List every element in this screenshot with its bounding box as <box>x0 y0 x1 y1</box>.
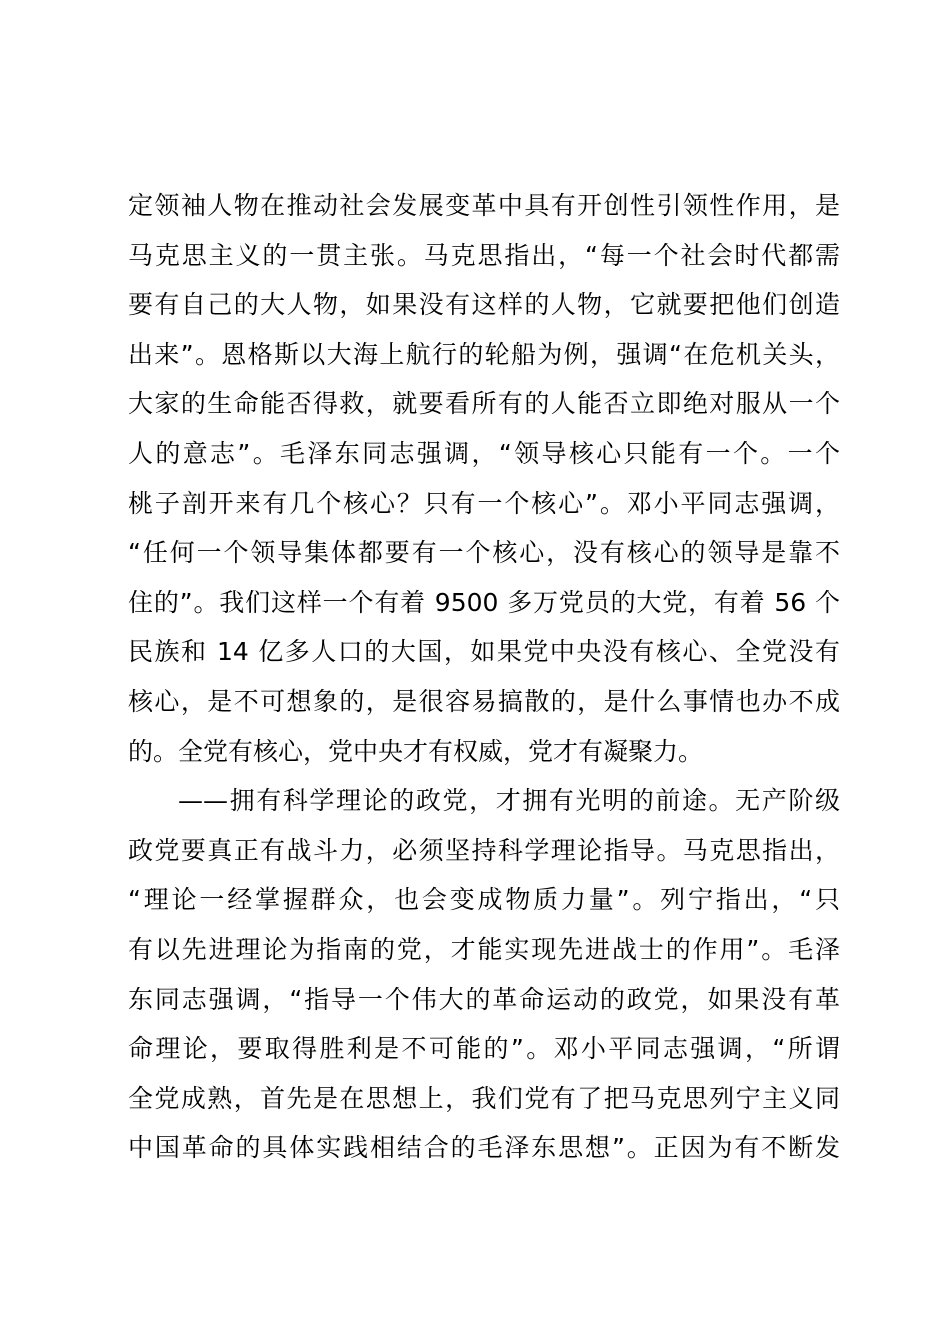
text-line: 中国革命的具体实践相结合的毛泽东思想”。正因为有不断发 <box>128 1133 840 1163</box>
text-line: 民族和 14 亿多人口的大国，如果党中央没有核心、全党没有 <box>128 637 840 667</box>
text-line: 定领袖人物在推动社会发展变革中具有开创性引领性作用，是 <box>128 191 840 220</box>
text-line: 命理论，要取得胜利是不可能的”。邓小平同志强调，“所谓 <box>128 1034 840 1064</box>
text-line: 人的意志”。毛泽东同志强调，“领导核心只能有一个。一个 <box>128 438 840 468</box>
text-line: 桃子剖开来有几个核心？只有一个核心”。邓小平同志强调， <box>128 488 840 518</box>
text-line: 核心，是不可想象的，是很容易搞散的，是什么事情也办不成 <box>128 686 840 716</box>
text-line: 大家的生命能否得救，就要看所有的人能否立即绝对服从一个 <box>128 389 840 419</box>
text-line: 出来”。恩格斯以大海上航行的轮船为例，强调“在危机关头， <box>128 339 840 369</box>
text-line: 政党要真正有战斗力，必须坚持科学理论指导。马克思指出， <box>128 835 840 865</box>
text-line: “任何一个领导集体都要有一个核心，没有核心的领导是靠不 <box>128 538 840 568</box>
paragraph-first-line: ——拥有科学理论的政党，才拥有光明的前途。无产阶级 <box>178 786 840 816</box>
text-line: 住的”。我们这样一个有着 9500 多万党员的大党，有着 56 个 <box>128 587 840 617</box>
text-line: 东同志强调，“指导一个伟大的革命运动的政党，如果没有革 <box>128 984 840 1014</box>
text-line: 有以先进理论为指南的党，才能实现先进战士的作用”。毛泽 <box>128 934 840 964</box>
text-line: “理论一经掌握群众，也会变成物质力量”。列宁指出，“只 <box>128 885 840 915</box>
text-line: 要有自己的大人物，如果没有这样的人物，它就要把他们创造 <box>128 290 840 320</box>
text-line: 马克思主义的一贯主张。马克思指出，“每一个社会时代都需 <box>128 240 840 270</box>
text-line: 全党成熟，首先是在思想上，我们党有了把马克思列宁主义同 <box>128 1083 840 1113</box>
text-line: 的。全党有核心，党中央才有权威，党才有凝聚力。 <box>128 736 704 766</box>
body-text <box>128 181 840 1173</box>
